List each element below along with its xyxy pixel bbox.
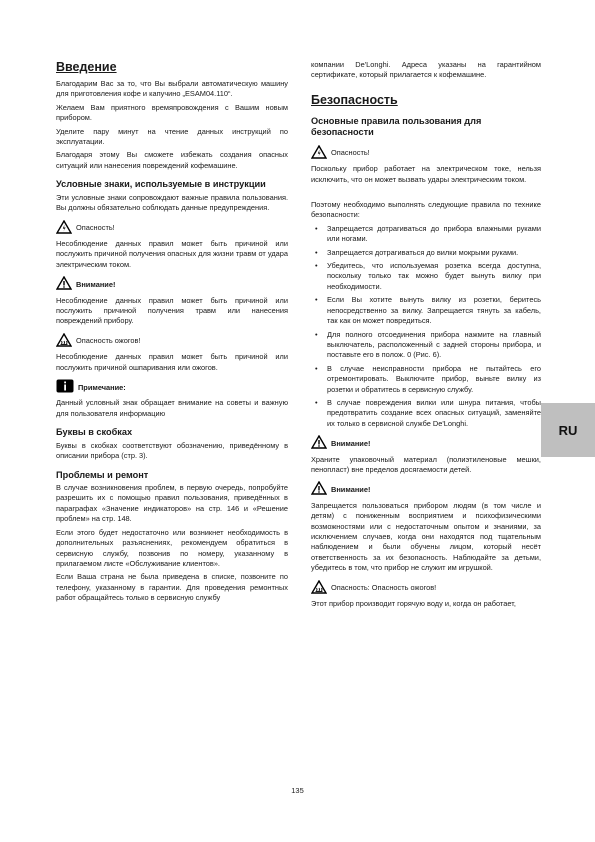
letters-heading: Буквы в скобках: [56, 427, 133, 438]
danger-label-right: Опасность!: [331, 148, 370, 158]
burn-label: Опасность ожогов!: [76, 336, 141, 346]
warning-icon: [311, 481, 327, 498]
right-column: [311, 60, 541, 612]
electric-danger-icon: [311, 145, 327, 162]
problems-heading: Проблемы и ремонт: [56, 469, 149, 480]
danger-text: Несоблюдение данных правил может быть причиной или послужить причиной получения опасных для жизни травм от удара электрическим током.: [56, 238, 288, 269]
letters-text: Буквы в скобках соответствуют обозначению, приведённому в описании прибора (стр. 3).: [56, 440, 288, 461]
burn-text: Несоблюдение данных правил может быть причиной или послужить причиной ошпаривания или ожогов.: [56, 352, 288, 372]
electric-danger-icon: [56, 220, 72, 237]
page-number: 135: [291, 786, 304, 795]
attention-label: Внимание!: [76, 279, 116, 289]
safety-bullet-list: [311, 224, 541, 429]
rules-heading: Основные правила пользования для безопасности: [311, 115, 482, 138]
attention-warning-1: [311, 435, 541, 452]
warning-icon: [311, 435, 327, 452]
note-text: Данный условный знак обращает внимание на советы и важную для пользователя информацию: [56, 398, 288, 418]
intro-heading: Введение: [56, 60, 117, 74]
left-column: [56, 60, 288, 607]
danger-label: Опасность!: [76, 223, 115, 233]
hot-surface-icon: [311, 580, 327, 597]
burn-label-right: Опасность: Опасность ожогов!: [331, 583, 437, 593]
attention-text: Несоблюдение данных правил может быть причиной или послужить причиной получения травм или нанесения повреждений прибору.: [56, 295, 288, 326]
danger-warning-right: [311, 145, 541, 162]
burn-warning-right: [311, 580, 541, 597]
follow-text: Поэтому необходимо выполнять следующие правила по технике безопасности:: [311, 200, 541, 220]
danger-text-right: Поскольку прибор работает на электрическом токе, нельзя исключить, что он может вызвать удары электрическим током.: [311, 164, 541, 184]
attention2-text: Запрещается пользоваться прибором людям (в том числе и детям) с пониженным восприятием и психофизическими возможностями или с недостаточным опытом и знаниями, за исключением случаев, когда они находятся под тщательным наблюдением и были обучены лицом, который несёт ответственность за их безопасность. Наблюдайте за детьми, убедитесь в том, что прибор не служит им игрушкой.: [311, 500, 541, 573]
problems-paragraph-2: Если этого будет недостаточно или возникнет необходимость в дополнительных разъяснениях, рекомендуем обратиться в сервисную службу, позвонив по номеру, указанному в прилагаемом листе «Обслуживание клиентов».: [56, 527, 288, 568]
list-item: • Для полного отсоединения прибора нажмите на главный выключатель, расположенный с задней стороны прибора, и поставьте его в полож. 0 (Рис. 6).: [327, 330, 541, 361]
danger-warning: [56, 220, 288, 237]
burn-text-right: Этот прибор производит горячую воду и, когда он работает,: [311, 599, 516, 609]
note-label: Примечание:: [78, 382, 126, 392]
continuation-text: компании De'Longhi. Адреса указаны на гарантийном сертификате, который прилагается к кофемашине.: [311, 60, 541, 80]
burn-warning: [56, 333, 288, 350]
note-block: [56, 379, 288, 396]
safety-heading: Безопасность: [311, 92, 398, 107]
problems-paragraph-3: Если Ваша страна не была приведена в списке, позвоните по телефону, указанному в гарантии. Для проведения ремонтных работ обращайтесь только в сервисную службу: [56, 572, 288, 603]
attention1-text: Храните упаковочный материал (полиэтиленовые мешки, пенопласт) вне пределов досягаемости детей.: [311, 454, 541, 474]
language-tab-label: RU: [558, 422, 578, 438]
attention-warning-2: [311, 481, 541, 498]
intro-paragraph-3: Уделите пару минут на чтение данных инструкций по эксплуатации.: [56, 126, 288, 147]
problems-paragraph-1: В случае возникновения проблем, в первую очередь, попробуйте разрешить их с помощью правил пользования, приведённых в параграфах «Значение индикаторов» на стр. 146 и «Решение проблем» на стр. 148.: [56, 483, 288, 524]
intro-paragraph-4: Благодаря этому Вы сможете избежать создания опасных ситуаций или нанесения повреждений кофемашине.: [56, 150, 288, 170]
attention2-label: Внимание!: [331, 484, 371, 494]
list-item: • Если Вы хотите вынуть вилку из розетки, беритесь непосредственно за вилку. Запрещается тянуть за кабель, так как он может повредиться.: [327, 295, 541, 326]
list-item: • Запрещается дотрагиваться до вилки мокрыми руками.: [327, 248, 541, 258]
info-icon: [56, 379, 74, 396]
symbols-heading: Условные знаки, используемые в инструкции: [56, 179, 266, 190]
intro-paragraph-1: Благодарим Вас за то, что Вы выбрали автоматическую машину для приготовления кофе и капучино „ESAM04.110“.: [56, 79, 288, 99]
intro-paragraph-2: Желаем Вам приятного времяпровождения с Вашим новым прибором.: [56, 102, 288, 123]
warning-icon: [56, 276, 72, 293]
symbols-paragraph: Эти условные знаки сопровождают важные правила пользования. Вы должны обязательно соблюдать данные предупреждения.: [56, 192, 288, 213]
hot-surface-icon: [56, 333, 72, 350]
list-item: • В случае неисправности прибора не пытайтесь его отремонтировать. Выключите прибор, выньте вилку из розетки и обратитесь в сервисную службу.: [327, 364, 541, 395]
attention-warning: [56, 276, 288, 293]
list-item: • Убедитесь, что используемая розетка всегда доступна, поскольку только так можно будет вынуть вилку при необходимости.: [327, 261, 541, 292]
list-item: • В случае повреждения вилки или шнура питания, чтобы предотвратить создание всех опасных ситуаций, заменяйте их только в сервисной службе De'Longhi.: [327, 398, 541, 429]
list-item: • Запрещается дотрагиваться до прибора влажными руками или ногами.: [327, 224, 541, 245]
attention1-label: Внимание!: [331, 438, 371, 448]
language-tab: [541, 403, 595, 457]
